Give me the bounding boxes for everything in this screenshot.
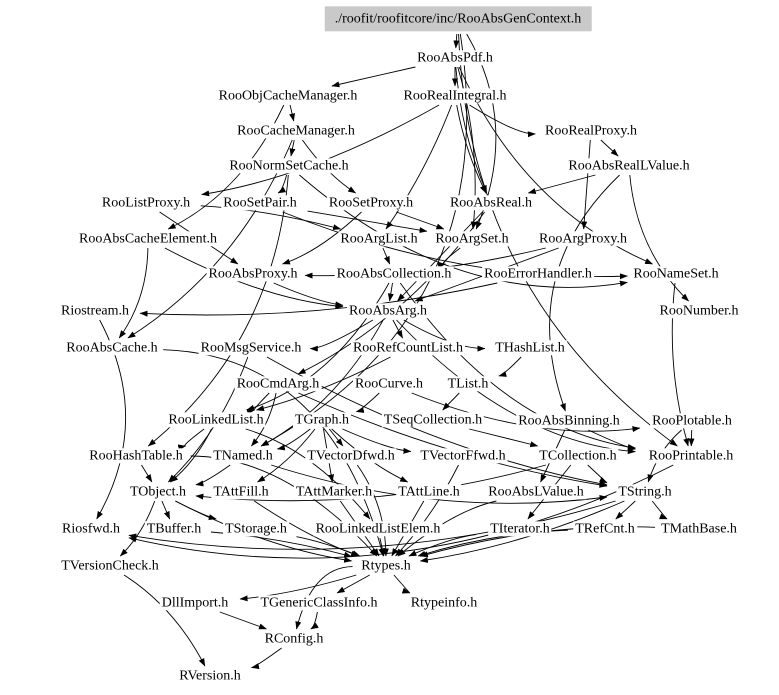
node-tstring-h[interactable]: TString.h <box>618 484 672 500</box>
node-rooabspdf-h[interactable]: RooAbsPdf.h <box>417 50 493 66</box>
node-roorealproxy-h[interactable]: RooRealProxy.h <box>544 123 638 139</box>
node-rooobjcachemanager-h[interactable]: RooObjCacheManager.h <box>218 88 358 104</box>
node-tgraph-h[interactable]: TGraph.h <box>294 412 350 428</box>
node-roonormsetcache-h[interactable]: RooNormSetCache.h <box>229 158 349 174</box>
node-tseqcollection-h[interactable]: TSeqCollection.h <box>383 412 483 428</box>
node-riosfwd-h[interactable]: Riosfwd.h <box>62 521 120 537</box>
node-rooabsreal-h[interactable]: RooAbsReal.h <box>449 195 533 211</box>
node-rooargset-h[interactable]: RooArgSet.h <box>435 231 509 247</box>
node-tattline-h[interactable]: TAttLine.h <box>398 484 460 500</box>
node-roolinkedlistelem-h[interactable]: RooLinkedListElem.h <box>315 521 441 537</box>
node-rtypeinfo-h[interactable]: Rtypeinfo.h <box>410 595 478 611</box>
node-roonumber-h[interactable]: RooNumber.h <box>659 303 739 319</box>
node-rooabscache-h[interactable]: RooAbsCache.h <box>66 340 158 356</box>
node-roonameset-h[interactable]: RooNameSet.h <box>633 266 719 282</box>
node-roocachemanager-h[interactable]: RooCacheManager.h <box>237 123 355 139</box>
node-rooabsreallvalue-h[interactable]: RooAbsRealLValue.h <box>568 158 690 174</box>
node-tversioncheck-h[interactable]: TVersionCheck.h <box>61 558 159 574</box>
node-riostream-h[interactable]: Riostream.h <box>60 303 130 319</box>
node-rconfig-h[interactable]: RConfig.h <box>264 631 324 647</box>
node-rtypes-h[interactable]: Rtypes.h <box>361 558 411 574</box>
node-roorealintegral-h[interactable]: RooRealIntegral.h <box>403 88 507 104</box>
node-roohashtable-h[interactable]: RooHashTable.h <box>89 448 183 464</box>
node-roosetproxy-h[interactable]: RooSetProxy.h <box>328 195 414 211</box>
node-rooabsbinning-h[interactable]: RooAbsBinning.h <box>518 413 620 429</box>
node-tbuffer-h[interactable]: TBuffer.h <box>146 521 202 537</box>
node-roomsgservice-h[interactable]: RooMsgService.h <box>200 340 302 356</box>
node-rooabscacheelement-h[interactable]: RooAbsCacheElement.h <box>78 231 218 247</box>
node-tattfill-h[interactable]: TAttFill.h <box>213 484 269 500</box>
node-rooargproxy-h[interactable]: RooArgProxy.h <box>539 231 627 247</box>
node-rooabslvalue-h[interactable]: RooAbsLValue.h <box>488 484 584 500</box>
node-roocurve-h[interactable]: RooCurve.h <box>354 376 424 392</box>
node-rooabscollection-h[interactable]: RooAbsCollection.h <box>336 266 452 282</box>
node-rooabsarg-h[interactable]: RooAbsArg.h <box>349 303 427 319</box>
node-rooarglist-h[interactable]: RooArgList.h <box>340 231 418 247</box>
node-roolinkedlist-h[interactable]: RooLinkedList.h <box>168 412 264 428</box>
node-roosetpair-h[interactable]: RooSetPair.h <box>223 195 297 211</box>
node-tvectorffwd-h[interactable]: TVectorFfwd.h <box>420 448 506 464</box>
node-thashlist-h[interactable]: THashList.h <box>495 340 565 356</box>
node-rooprintable-h[interactable]: RooPrintable.h <box>648 448 734 464</box>
node-roorefcountlist-h[interactable]: RooRefCountList.h <box>352 340 464 356</box>
node-tobject-h[interactable]: TObject.h <box>129 484 187 500</box>
node-roocmdarg-h[interactable]: RooCmdArg.h <box>236 376 320 392</box>
node-tmathbase-h[interactable]: TMathBase.h <box>661 521 737 537</box>
node-tnamed-h[interactable]: TNamed.h <box>213 448 273 464</box>
node-titerator-h[interactable]: TIterator.h <box>490 521 550 537</box>
node-dllimport-h[interactable]: DllImport.h <box>161 595 229 611</box>
node-tcollection-h[interactable]: TCollection.h <box>539 448 617 464</box>
root-node-roofit-roofitcore-inc-rooabsgencontext-h[interactable]: ./roofit/roofitcore/inc/RooAbsGenContext.h <box>325 6 592 31</box>
node-rooerrorhandler-h[interactable]: RooErrorHandler.h <box>484 266 592 282</box>
node-tlist-h[interactable]: TList.h <box>447 376 489 392</box>
node-rversion-h[interactable]: RVersion.h <box>179 668 241 684</box>
node-trefcnt-h[interactable]: TRefCnt.h <box>575 521 635 537</box>
node-tvectordfwd-h[interactable]: TVectorDfwd.h <box>307 448 395 464</box>
node-rooabsproxy-h[interactable]: RooAbsProxy.h <box>208 266 298 282</box>
node-rooplotable-h[interactable]: RooPlotable.h <box>652 413 732 429</box>
node-tgenericclassinfo-h[interactable]: TGenericClassInfo.h <box>260 595 378 611</box>
node-tstorage-h[interactable]: TStorage.h <box>225 521 287 537</box>
node-roolistproxy-h[interactable]: RooListProxy.h <box>101 195 191 211</box>
node-tattmarker-h[interactable]: TAttMarker.h <box>295 484 373 500</box>
